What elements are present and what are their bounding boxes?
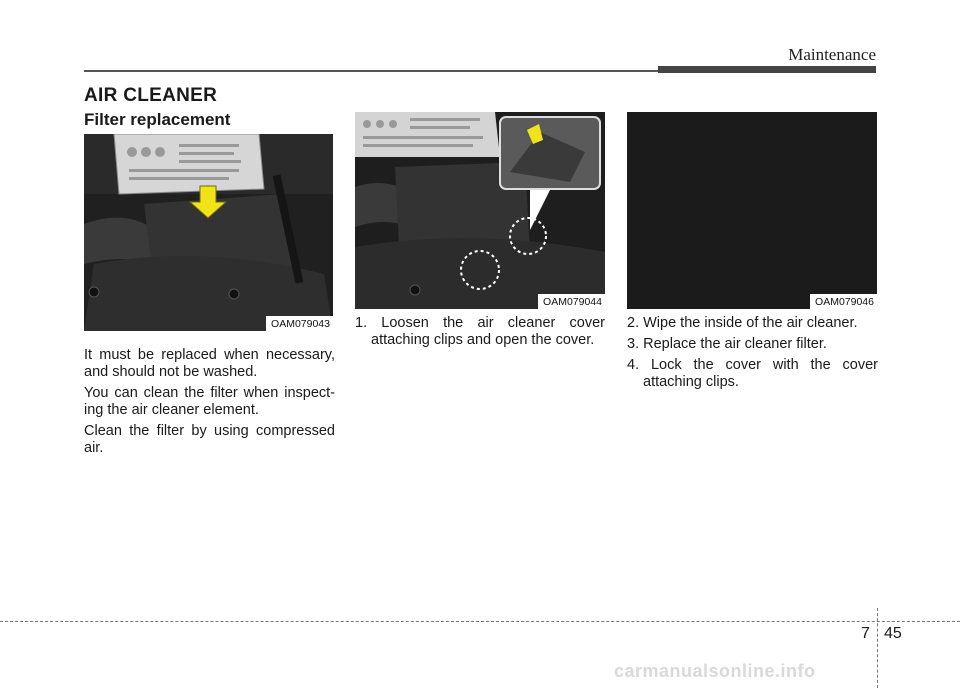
step-item: 3. Replace the air cleaner filter. — [627, 336, 827, 352]
header-rule — [84, 70, 658, 72]
column-2-text — [355, 315, 605, 353]
step-item: 4. Lock the cover with the cover attaching clips. — [627, 357, 878, 390]
chapter-number: 7 — [861, 625, 870, 642]
figure-air-cleaner-location — [84, 134, 333, 331]
figure-code: OAM079043 — [266, 316, 333, 331]
footer-rule — [0, 621, 960, 622]
step-item: 1. Loosen the air cleaner cover attaching clips and open the cover. — [355, 315, 605, 348]
column-1-text — [84, 347, 335, 461]
running-header: Maintenance — [788, 45, 876, 64]
paragraph: Clean the filter by using compressed air. — [84, 423, 335, 456]
paragraph: It must be replaced when necessary, and should not be washed. — [84, 347, 335, 380]
watermark: carmanualsonline.info — [614, 661, 816, 681]
section-title: AIR CLEANER — [84, 85, 218, 106]
step-item: 2. Wipe the inside of the air cleaner. — [627, 315, 858, 331]
column-3-text — [627, 315, 878, 395]
air-cleaner-filter-photo-icon — [627, 112, 877, 309]
header-rule-accent — [658, 66, 876, 73]
figure-code: OAM079044 — [538, 294, 605, 309]
figure-code: OAM079046 — [810, 294, 877, 309]
air-cleaner-clips-photo-icon — [355, 112, 605, 309]
air-cleaner-arrow-photo-icon — [84, 134, 333, 331]
figure-air-cleaner-clips — [355, 112, 605, 309]
paragraph: You can clean the filter when inspect-ing the air cleaner element. — [84, 385, 335, 418]
section-subtitle: Filter replacement — [84, 110, 231, 129]
page-number: 45 — [884, 625, 902, 642]
figure-air-cleaner-filter — [627, 112, 877, 309]
footer-divider — [877, 608, 878, 688]
